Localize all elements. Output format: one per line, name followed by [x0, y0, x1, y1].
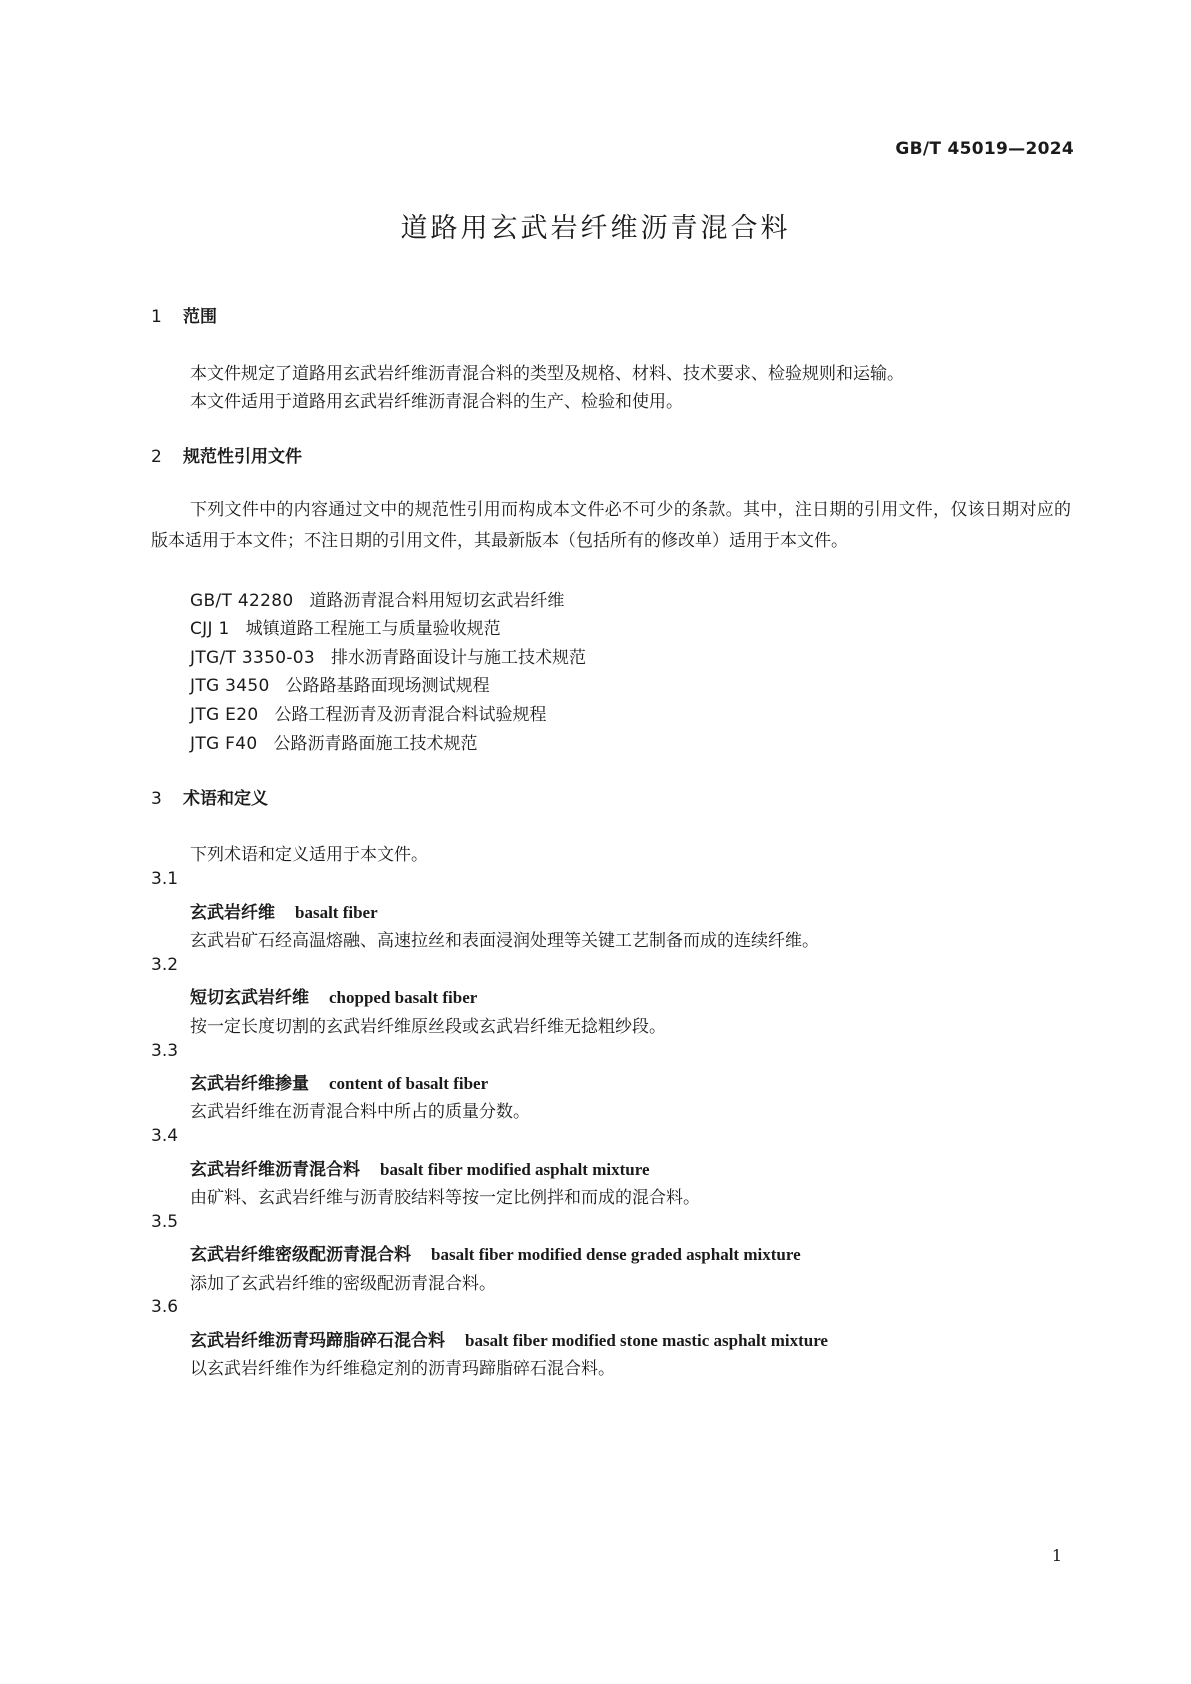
term-en: basalt fiber	[295, 903, 378, 922]
reference-title: 城镇道路工程施工与质量验收规范	[245, 619, 501, 639]
reference-item	[190, 643, 586, 668]
term-zh: 短切玄武岩纤维	[190, 988, 309, 1008]
term-definition: 玄武岩纤维在沥青混合料中所占的质量分数。	[190, 1102, 530, 1122]
term-definition: 玄武岩矿石经高温熔融、高速拉丝和表面浸润处理等关键工艺制备而成的连续纤维。	[190, 931, 819, 951]
term-definition: 添加了玄武岩纤维的密级配沥青混合料。	[190, 1274, 496, 1294]
term-en: basalt fiber modified stone mastic asphalt mixture	[465, 1331, 828, 1350]
term-zh: 玄武岩纤维掺量	[190, 1074, 309, 1094]
reference-title: 公路路基路面现场测试规程	[285, 676, 490, 696]
term-number: 3.2	[151, 955, 179, 975]
reference-title: 道路沥青混合料用短切玄武岩纤维	[309, 591, 565, 611]
term-number: 3.1	[151, 869, 179, 889]
section-2-heading	[151, 442, 302, 467]
reference-title: 排水沥青路面设计与施工技术规范	[331, 648, 587, 668]
paragraph: 下列文件中的内容通过文中的规范性引用而构成本文件必不可少的条款。其中，注日期的引用文件，仅该日期对应的版本适用于本文件；不注日期的引用文件，其最新版本（包括所有的修改单）适用于本文件。	[151, 500, 1071, 551]
term-definition: 以玄武岩纤维作为纤维稳定剂的沥青玛蹄脂碎石混合料。	[190, 1359, 615, 1379]
section-title: 规范性引用文件	[183, 447, 302, 467]
section-number: 1	[151, 307, 162, 327]
reference-code: JTG/T 3350-03	[190, 648, 316, 668]
paragraph: 本文件适用于道路用玄武岩纤维沥青混合料的生产、检验和使用。	[190, 392, 683, 412]
reference-code: GB/T 42280	[190, 591, 294, 611]
reference-item	[190, 671, 490, 696]
document-title: 道路用玄武岩纤维沥青混合料	[400, 213, 791, 244]
reference-title: 公路工程沥青及沥青混合料试验规程	[274, 705, 547, 725]
section-title: 范围	[183, 307, 217, 327]
term-heading	[190, 898, 378, 923]
page-number: 1	[1051, 1546, 1062, 1565]
term-number: 3.3	[151, 1041, 179, 1061]
reference-item	[190, 729, 478, 754]
reference-code: JTG F40	[190, 734, 258, 754]
term-en: chopped basalt fiber	[329, 988, 478, 1007]
term-heading	[190, 983, 477, 1008]
paragraph: 下列术语和定义适用于本文件。	[190, 845, 428, 865]
term-en: content of basalt fiber	[329, 1074, 489, 1093]
term-en: basalt fiber modified dense graded asphalt mixture	[431, 1245, 801, 1264]
term-heading	[190, 1069, 488, 1094]
reference-code: JTG E20	[190, 705, 259, 725]
section-number: 2	[151, 447, 162, 467]
term-zh: 玄武岩纤维	[190, 903, 275, 923]
term-number: 3.5	[151, 1212, 179, 1232]
reference-item	[190, 614, 501, 639]
term-en: basalt fiber modified asphalt mixture	[380, 1160, 650, 1179]
reference-code: CJJ 1	[190, 619, 230, 639]
section-number: 3	[151, 789, 162, 809]
term-number: 3.6	[151, 1297, 179, 1317]
reference-item	[190, 700, 546, 725]
reference-code: JTG 3450	[190, 676, 270, 696]
term-number: 3.4	[151, 1126, 179, 1146]
term-zh: 玄武岩纤维沥青混合料	[190, 1160, 360, 1180]
section-3-heading	[151, 784, 268, 809]
term-zh: 玄武岩纤维密级配沥青混合料	[190, 1245, 411, 1265]
section-1-heading	[151, 302, 217, 327]
term-heading	[190, 1240, 801, 1265]
section-title: 术语和定义	[183, 789, 268, 809]
standard-code: GB/T 45019—2024	[895, 139, 1074, 159]
reference-item	[190, 586, 564, 611]
term-heading	[190, 1155, 650, 1180]
term-definition: 由矿料、玄武岩纤维与沥青胶结料等按一定比例拌和而成的混合料。	[190, 1188, 700, 1208]
term-definition: 按一定长度切割的玄武岩纤维原丝段或玄武岩纤维无捻粗纱段。	[190, 1017, 666, 1037]
reference-title: 公路沥青路面施工技术规范	[273, 734, 478, 754]
term-heading	[190, 1326, 828, 1351]
term-zh: 玄武岩纤维沥青玛蹄脂碎石混合料	[190, 1331, 445, 1351]
paragraph: 本文件规定了道路用玄武岩纤维沥青混合料的类型及规格、材料、技术要求、检验规则和运输。	[190, 364, 904, 384]
